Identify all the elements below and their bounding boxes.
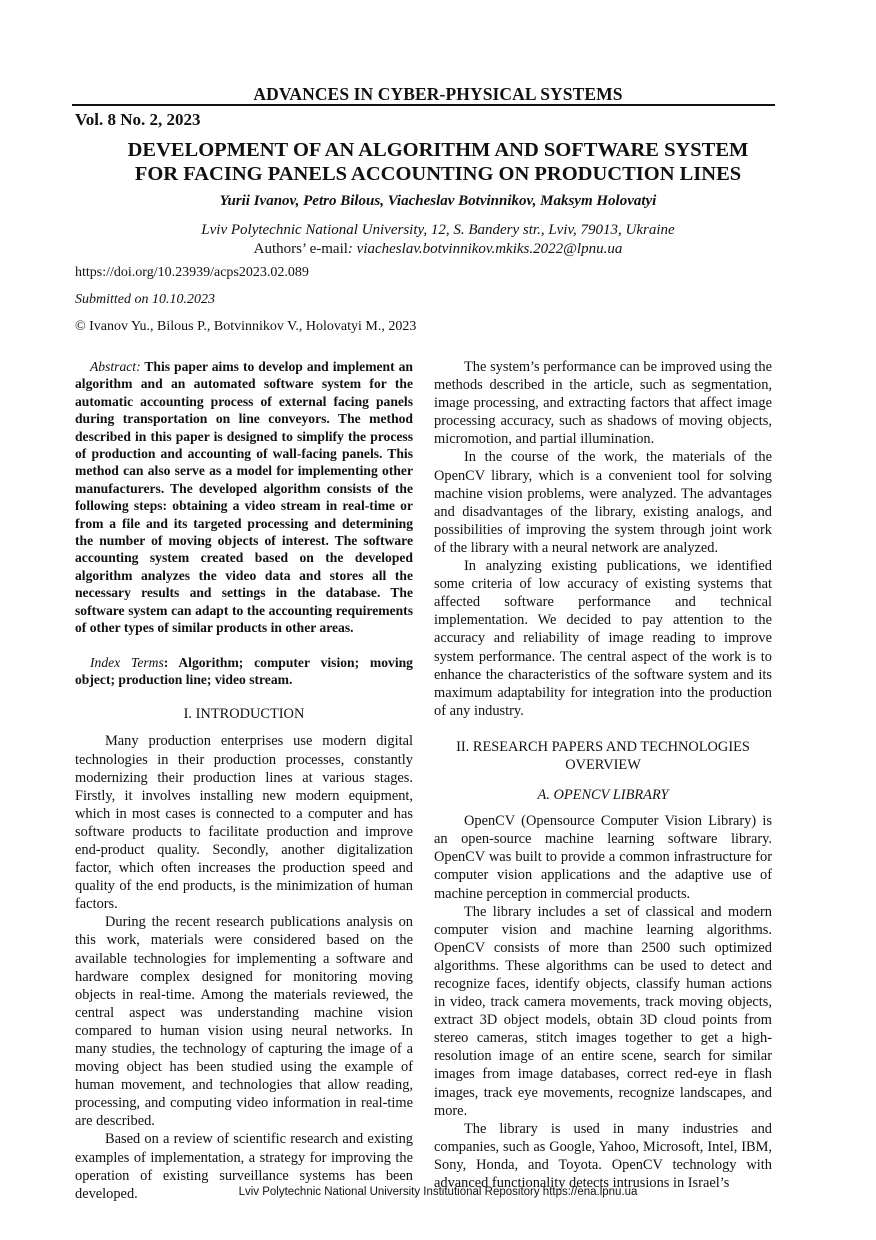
paragraph: OpenCV (Opensource Computer Vision Library) is an open-source machine learning software library. OpenCV was built to provide a common infrastructure for computer vision applications and the adaptive use of machine perception in commercial products. xyxy=(434,813,772,902)
affiliation-block xyxy=(0,221,876,259)
index-terms xyxy=(75,654,413,689)
paragraph: The library includes a set of classical and modern computer vision and machine learning algorithms. OpenCV consists of more than 2500 such optimized algorithms. These algorithms can be used to detect and recognize faces, identify objects, classify human actions in video, track camera movements, track moving objects, extract 3D object models, obtain 3D cloud points from stereo cameras, stitch images together to get a high-resolution image of an entire scene, search for similar images from image databases, correct red-eye in flash images, track eye movements, recognize landscapes, and more. xyxy=(434,903,772,1119)
right-column xyxy=(434,358,772,1192)
header-rule xyxy=(72,104,775,106)
paragraph: In the course of the work, the materials of the OpenCV library, which is a convenient tool for solving machine vision problems, were analyzed. The advantages and disadvantages of the library, existing analogs, and possibilities of improving the system through joint work of the library with a neural network are analyzed. xyxy=(434,449,772,556)
title-line-1: DEVELOPMENT OF AN ALGORITHM AND SOFTWARE SYSTEM xyxy=(127,139,749,161)
index-terms-label: Index Terms xyxy=(90,654,164,670)
section-heading-overview: II. RESEARCH PAPERS AND TECHNOLOGIES OVERVIEW xyxy=(456,738,750,773)
abstract xyxy=(75,358,413,637)
paragraph: Many production enterprises use modern digital technologies in their production processes, constantly modernizing their production lines at various stages. Firstly, it involves installing new modern equipment, which in most cases is connected to a computer and has software products to facilitate production and improve end-product quality. Secondly, another digitalization factor, which often increases the production speed and quality of the end products, is the minimization of human factors. xyxy=(75,733,413,913)
email-link[interactable]: : viacheslav.botvinnikov.mkiks.2022@lpnu.ua xyxy=(347,241,623,257)
journal-name: ADVANCES IN CYBER-PHYSICAL SYSTEMS xyxy=(253,84,623,104)
paragraph: The system’s performance can be improved using the methods described in the article, such as segmentation, image processing, and extracting factors that affect image processing accuracy, such as shadows of moving objects, micromotion, and partial illumination. xyxy=(434,359,772,448)
abstract-text: This paper aims to develop and implement an algorithm and an automated software system for the automatic accounting process of external facing panels during transportation on line conveyors. The method described in this paper is designed to simplify the process of production and accounting of wall-facing panels. This method can also serve as a model for implementing other manufacturers. The developed algorithm consists of the following steps: obtaining a video stream in real-time or from a file and its targeted processing and determining the number of moving objects of interest. The software accounting system created based on the developed algorithm analyzes the video data and stores all the necessary results and settings in the database. The software system can adapt to the accounting requirements of other types of similar products in other areas. xyxy=(75,359,413,636)
abstract-label: Abstract: xyxy=(90,359,141,374)
paragraph: Based on a review of scientific research and existing examples of implementation, a strategy for improving the operation of existing surveillance systems has been developed. xyxy=(75,1131,413,1202)
subsection-heading-opencv: A. OPENCV LIBRARY xyxy=(537,787,669,804)
paragraph: During the recent research publications analysis on this work, materials were considered based on the available technologies for implementing a software and hardware complex designed for monitoring moving objects in real-time. Among the materials reviewed, the central aspect was understanding machine vision compared to human vision using neural networks. In many studies, the technology of capturing the image of a moving object has been studied using the example of human movement, and technologies that allow reading, processing, and computing video information in real-time are described. xyxy=(75,914,413,1130)
repository-footer: Lviv Polytechnic National University Institutional Repository https://ena.lpnu.ua xyxy=(238,1186,638,1198)
affiliation: Lviv Polytechnic National University, 12, S. Bandery str., Lviv, 79013, Ukraine xyxy=(201,222,675,238)
submitted-date: Submitted on 10.10.2023 xyxy=(75,292,215,307)
copyright: © Ivanov Yu., Bilous P., Botvinnikov V., Holovatyi M., 2023 xyxy=(75,319,417,334)
title-line-2: FOR FACING PANELS ACCOUNTING ON PRODUCTION LINES xyxy=(134,163,742,185)
paragraph: The library is used in many industries and companies, such as Google, Yahoo, Microsoft, Intel, IBM, Sony, Honda, and Toyota. OpenCV technology with advanced functionality detects intrusions in Israel’s xyxy=(434,1120,772,1192)
paragraph: In analyzing existing publications, we identified some criteria of low accuracy of existing systems that affected software performance and technical implementation. We decided to pay attention to the accuracy and reliability of image reading to improve system performance. The central aspect of the work is to enhance the characteristics of the software system and its maximum adaptability for integration into the production of any industry. xyxy=(434,558,772,719)
volume-info: Vol. 8 No. 2, 2023 xyxy=(75,110,201,129)
paper-title xyxy=(0,138,876,186)
left-column xyxy=(75,358,413,1203)
section-heading-introduction: I. INTRODUCTION xyxy=(183,706,305,723)
authors: Yurii Ivanov, Petro Bilous, Viacheslav Botvinnikov, Maksym Holovatyi xyxy=(219,193,657,209)
index-terms-text: : Algorithm; computer vision; moving object; production line; video stream. xyxy=(75,654,413,687)
doi-link[interactable]: https://doi.org/10.23939/acps2023.02.089 xyxy=(75,265,309,280)
email-label: Authors’ e-mail xyxy=(253,241,348,257)
